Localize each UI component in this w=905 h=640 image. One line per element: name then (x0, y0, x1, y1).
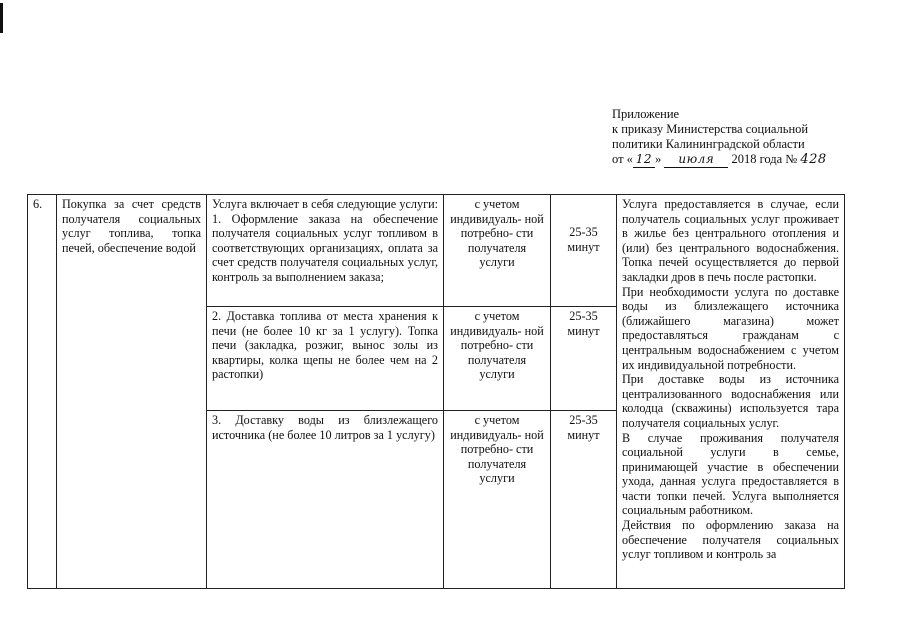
condition-paragraph-2: При необходимости услуга по доставке воды из близлежащего источника (ближайшего магазина) может предоставляться гражданам с центральным водоснабжением с учетом их индивидуальной потребности. (622, 284, 839, 372)
appendix-order-line: к приказу Министерства социальной (612, 122, 809, 136)
appendix-header (612, 107, 872, 168)
service-name: Покупка за счет средств получателя социальных услуг топлива, топка печей, обеспечение водой (57, 195, 207, 589)
date-prefix: от « (612, 152, 633, 166)
appendix-title: Приложение (612, 107, 680, 121)
order-number-handwritten: 428 (800, 152, 827, 167)
service-content-2: 2. Доставка топлива от места хранения к печи (не более 10 кг за 1 услугу). Топка печи (закладка, розжиг, вынос золы из квартиры, колка щепы не более чем на 2 растопки) (207, 307, 444, 411)
service-content-1: Услуга включает в себя следующие услуги: 1. Оформление заказа на обеспечение получателя социальных услуг топливом в соответствующих организациях, оплата за счет средств получателя социальных услуг, контроль за выполнением заказа; (207, 195, 444, 307)
service-time-3: 25-35 минут (551, 411, 617, 589)
service-volume-1: с учетом индивидуаль- ной потребно- сти получателя услуги (444, 195, 551, 307)
condition-paragraph-4: В случае проживания получателя социальной услуги в семье, принимающей участие в обеспечении ухода, данная услуга предоставляется в части топки печей. Услуга выполняется социальным работником. (622, 430, 839, 518)
service-conditions (617, 195, 845, 589)
date-day-handwritten: 12 (635, 152, 653, 166)
appendix-date-line (612, 152, 872, 168)
service-time-2: 25-35 минут (551, 307, 617, 411)
service-volume-2: с учетом индивидуаль- ной потребно- сти получателя услуги (444, 307, 551, 411)
condition-paragraph-3: При доставке воды из источника централизованного водоснабжения или колодца (скважины) используется тара получателя социальных услуг. (622, 372, 839, 430)
table-row (28, 195, 845, 307)
services-table (27, 194, 845, 589)
appendix-ministry-line: политики Калининградской области (612, 137, 805, 151)
condition-paragraph-5: Действия по оформлению заказа на обеспечение получателя социальных услуг топливом и контроль за (622, 518, 839, 562)
row-number: 6. (28, 195, 57, 589)
date-year-text: 2018 года № (731, 152, 798, 166)
service-content-3: 3. Доставку воды из близлежащего источника (не более 10 литров за 1 услугу) (207, 411, 444, 589)
date-close-quote: » (654, 152, 662, 166)
service-time-1: 25-35 минут (551, 195, 617, 307)
scan-edge-mark (0, 3, 3, 33)
service-volume-3: с учетом индивидуаль- ной потребно- сти получателя услуги (444, 411, 551, 589)
date-month-handwritten: июля (678, 152, 715, 166)
date-day-field (633, 152, 655, 168)
date-month-field (664, 152, 728, 168)
condition-paragraph-1: Услуга предоставляется в случае, если получатель социальных услуг проживает в жилье без центрального отопления и (или) без центрального водоснабжения. Топка печей осуществляется до первой закладки дров в печь после растопки. (622, 197, 839, 284)
